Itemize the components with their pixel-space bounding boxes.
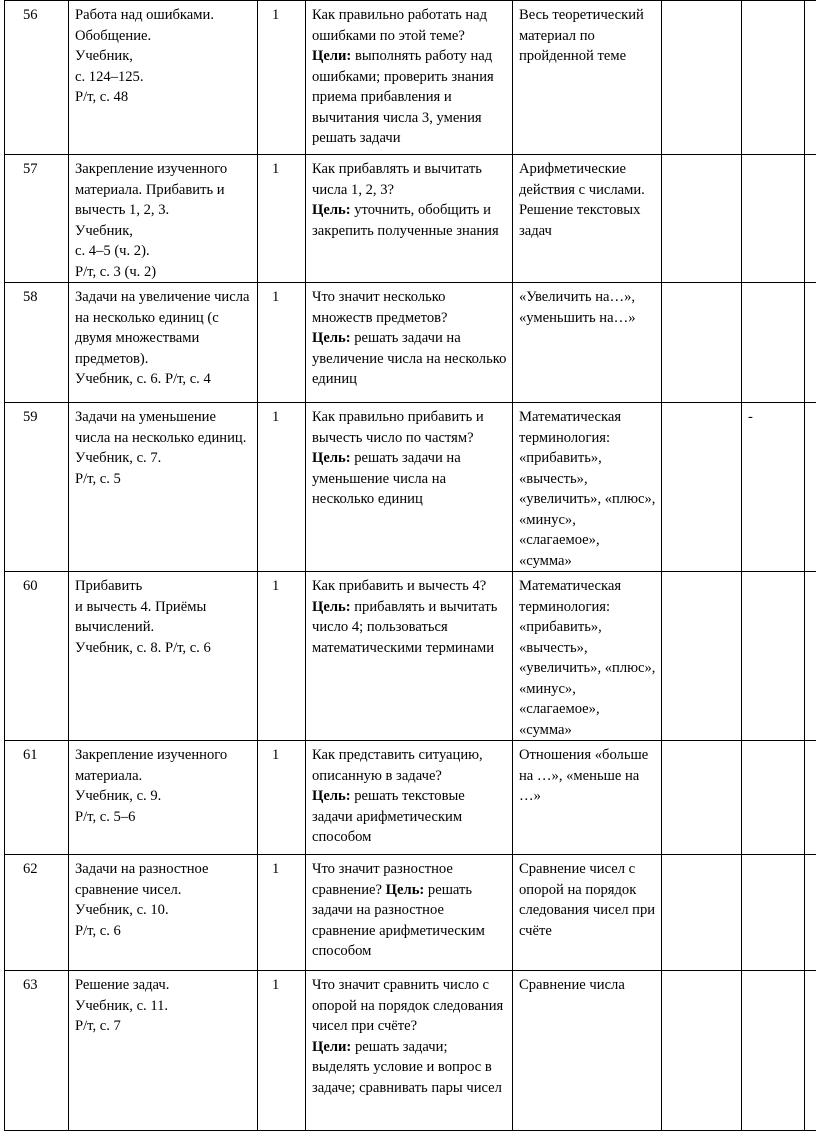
- lesson-content: Математическая терминология: «прибавить», «вычесть», «увеличить», «плюс», «минус», «слагаемое», «сумма»: [519, 409, 656, 569]
- lesson-hours: 1: [272, 409, 280, 425]
- lesson-extra-cell: [742, 283, 805, 403]
- lesson-number: 60: [23, 578, 38, 594]
- lesson-number-cell: [5, 1, 69, 155]
- lesson-content: «Увеличить на…», «уменьшить на…»: [519, 289, 636, 326]
- lesson-topic-line: с. 4–5 (ч. 2).: [75, 243, 150, 259]
- lesson-hours-cell: [258, 283, 306, 403]
- lesson-content: Сравнение чисел с опорой на порядок следования чисел при счёте: [519, 861, 656, 939]
- lesson-topic-line: Прибавить: [75, 578, 143, 594]
- lesson-hours-cell: [258, 155, 306, 283]
- lesson-topic-cell: [69, 572, 258, 741]
- lesson-number: 61: [23, 747, 38, 763]
- lesson-goal-label: Цель:: [312, 450, 351, 466]
- lesson-goal-label: Цель:: [312, 330, 351, 346]
- lesson-extra-cell: [805, 403, 816, 572]
- lesson-topic-line: Учебник, с. 9.: [75, 788, 162, 804]
- lesson-extra-cell: [742, 1, 805, 155]
- lesson-extra-cell: [805, 741, 816, 855]
- lesson-extra-cell: [662, 741, 742, 855]
- lesson-topic-cell: [69, 403, 258, 572]
- lesson-content-cell: [513, 403, 662, 572]
- lesson-topic-cell: [69, 741, 258, 855]
- lesson-content-cell: [513, 283, 662, 403]
- lesson-problem-cell: [306, 155, 513, 283]
- lesson-goal-text: прибавлять и вычитать число 4; пользоваться математическими терминами: [312, 598, 498, 656]
- lesson-extra-cell: [742, 572, 805, 741]
- lesson-plan-table: [4, 0, 816, 1131]
- lesson-problem-cell: [306, 971, 513, 1131]
- lesson-topic-line: Учебник, с. 6. Р/т, с. 4: [75, 371, 211, 387]
- lesson-content-cell: [513, 155, 662, 283]
- lesson-hours: 1: [272, 977, 280, 993]
- lesson-content-cell: [513, 572, 662, 741]
- lesson-topic-line: Учебник, с. 8. Р/т, с. 6: [75, 639, 211, 656]
- lesson-topic-line: Задачи на уменьшение числа на несколько единиц.: [75, 409, 247, 446]
- lesson-content: Весь теоретический материал по пройденной теме: [519, 7, 644, 64]
- lesson-hours-cell: [258, 741, 306, 855]
- lesson-number-cell: [5, 741, 69, 855]
- lesson-content: Отношения «больше на …», «меньше на …»: [519, 747, 649, 804]
- lesson-topic-line: Учебник, с. 10.: [75, 902, 169, 918]
- lesson-number: 59: [23, 409, 38, 425]
- lesson-topic-line: Задачи на увеличение числа на несколько единиц (с двумя множествами предметов).: [75, 289, 254, 367]
- lesson-problem-cell: [306, 855, 513, 971]
- lesson-number-cell: [5, 403, 69, 572]
- lesson-extra-value: -: [748, 409, 753, 425]
- lesson-goal-label: Цель:: [312, 598, 351, 615]
- lesson-number-cell: [5, 855, 69, 971]
- lesson-topic-line: Задачи на разностное сравнение чисел.: [75, 861, 213, 898]
- lesson-topic-line: Работа над ошибками.: [75, 7, 214, 23]
- lesson-topic-line: Закрепление изученного материала.: [75, 747, 231, 784]
- lesson-goal-text: решать задачи на увеличение числа на несколько единиц: [312, 330, 507, 387]
- lesson-problem-cell: [306, 572, 513, 741]
- lesson-extra-cell: [805, 1, 816, 155]
- lesson-extra-cell: [742, 855, 805, 971]
- lesson-extra-cell: [662, 572, 742, 741]
- lesson-goal-text: выполнять работу над ошибками; проверить знания приема прибавления и вычитания числа 3, умения решать задачи: [312, 48, 494, 146]
- lesson-extra-cell: [662, 855, 742, 971]
- lesson-extra-cell: [742, 971, 805, 1131]
- lesson-number-cell: [5, 283, 69, 403]
- lesson-question: Как прибавлять и вычитать числа 1, 2, 3?: [312, 161, 486, 198]
- lesson-hours-cell: [258, 403, 306, 572]
- lesson-question: Что значит сравнить число с опорой на порядок следования чисел при счёте?: [312, 977, 507, 1034]
- lesson-hours-cell: [258, 971, 306, 1131]
- lesson-topic-line: Учебник, с. 11.: [75, 997, 169, 1014]
- lesson-extra-cell: [742, 403, 805, 572]
- lesson-goal-label: Цели:: [312, 48, 352, 64]
- lesson-content: Математическая терминология: «прибавить», «вычесть», «увеличить», «плюс», «минус», «слагаемое», «сумма»: [519, 578, 656, 738]
- lesson-question: Как представить ситуацию, описанную в задаче?: [312, 747, 487, 784]
- lesson-hours-cell: [258, 1, 306, 155]
- lesson-problem-cell: [306, 1, 513, 155]
- lesson-hours-cell: [258, 855, 306, 971]
- lesson-question: Как правильно прибавить и вычесть число по частям?: [312, 409, 488, 446]
- lesson-goal-text: решать задачи на уменьшение числа на несколько единиц: [312, 450, 461, 507]
- lesson-problem-cell: [306, 741, 513, 855]
- lesson-question: Что значит разностное сравнение?: [312, 861, 453, 898]
- lesson-topic-cell: [69, 283, 258, 403]
- lesson-content-cell: [513, 1, 662, 155]
- lesson-goal-label: Цель:: [385, 881, 425, 898]
- table-row: [5, 155, 816, 283]
- lesson-topic-line: Учебник,: [75, 222, 133, 239]
- lesson-hours: 1: [272, 161, 280, 177]
- lesson-extra-cell: [805, 283, 816, 403]
- lesson-content: Сравнение числа: [519, 977, 625, 993]
- lesson-extra-cell: [805, 855, 816, 971]
- lesson-extra-cell: [742, 155, 805, 283]
- lesson-topic-line: Р/т, с. 5: [75, 470, 121, 487]
- lesson-goal-label: Цель:: [312, 788, 351, 804]
- lesson-number: 62: [23, 861, 38, 877]
- lesson-extra-cell: [805, 572, 816, 741]
- lesson-hours: 1: [272, 861, 280, 877]
- lesson-number-cell: [5, 572, 69, 741]
- table-row: [5, 403, 816, 572]
- lesson-goal-text: решать текстовые задачи арифметическим способом: [312, 788, 465, 845]
- lesson-topic-line: Р/т, с. 7: [75, 1018, 121, 1034]
- lesson-extra-cell: [742, 741, 805, 855]
- lesson-number-cell: [5, 155, 69, 283]
- lesson-topic-cell: [69, 855, 258, 971]
- lesson-hours: 1: [272, 289, 280, 305]
- table-row: [5, 283, 816, 403]
- lesson-extra-cell: [662, 971, 742, 1131]
- table-row: [5, 741, 816, 855]
- lesson-number: 56: [23, 7, 38, 23]
- lesson-question: Что значит несколько множеств предметов?: [312, 289, 450, 326]
- lesson-extra-cell: [662, 403, 742, 572]
- lesson-topic-cell: [69, 1, 258, 155]
- lesson-hours: 1: [272, 747, 280, 763]
- lesson-problem-cell: [306, 283, 513, 403]
- lesson-topic-line: Р/т, с. 48: [75, 89, 129, 105]
- table-row: [5, 971, 816, 1131]
- lesson-content: Арифметические действия с числами. Решение текстовых задач: [519, 161, 645, 239]
- lesson-topic-line: с. 124–125.: [75, 68, 144, 85]
- lesson-goal-text: решать задачи на разностное сравнение арифметическим способом: [312, 881, 485, 959]
- lesson-topic-line: Учебник,: [75, 48, 133, 64]
- table-row: [5, 855, 816, 971]
- lesson-goal-label: Цели:: [312, 1038, 352, 1055]
- table-row: [5, 572, 816, 741]
- lesson-hours-cell: [258, 572, 306, 741]
- lesson-goal-label: Цель:: [312, 202, 351, 218]
- lesson-topic-line: Р/т, с. 6: [75, 922, 121, 939]
- lesson-topic-line: Р/т, с. 3 (ч. 2): [75, 263, 157, 280]
- lesson-topic-cell: [69, 971, 258, 1131]
- lesson-topic-line: Обобщение.: [75, 27, 152, 44]
- lesson-extra-cell: [662, 283, 742, 403]
- lesson-extra-cell: [805, 155, 816, 283]
- lesson-topic-line: Закрепление изученного материала. Прибавить и вычесть 1, 2, 3.: [75, 161, 231, 218]
- table-row: [5, 1, 816, 155]
- lesson-problem-cell: [306, 403, 513, 572]
- lesson-extra-cell: [662, 155, 742, 283]
- lesson-question: Как прибавить и вычесть 4?: [312, 578, 487, 594]
- lesson-number-cell: [5, 971, 69, 1131]
- lesson-extra-cell: [805, 971, 816, 1131]
- lesson-topic-cell: [69, 155, 258, 283]
- lesson-number: 57: [23, 161, 38, 177]
- lesson-topic-line: Р/т, с. 5–6: [75, 808, 136, 825]
- lesson-goal-text: решать задачи; выделять условие и вопрос в задаче; сравнивать пары чисел: [312, 1038, 502, 1096]
- lesson-content-cell: [513, 971, 662, 1131]
- lesson-hours: 1: [272, 7, 280, 23]
- lesson-topic-line: и вычесть 4. Приёмы вычислений.: [75, 598, 210, 635]
- lesson-question: Как правильно работать над ошибками по этой теме?: [312, 7, 491, 44]
- lesson-extra-cell: [662, 1, 742, 155]
- lesson-hours: 1: [272, 578, 280, 594]
- lesson-number: 63: [23, 977, 38, 993]
- lesson-content-cell: [513, 855, 662, 971]
- lesson-number: 58: [23, 289, 38, 305]
- lesson-topic-line: Решение задач.: [75, 977, 170, 993]
- lesson-content-cell: [513, 741, 662, 855]
- lesson-topic-line: Учебник, с. 7.: [75, 450, 162, 466]
- lesson-goal-text: уточнить, обобщить и закрепить полученные знания: [312, 202, 499, 239]
